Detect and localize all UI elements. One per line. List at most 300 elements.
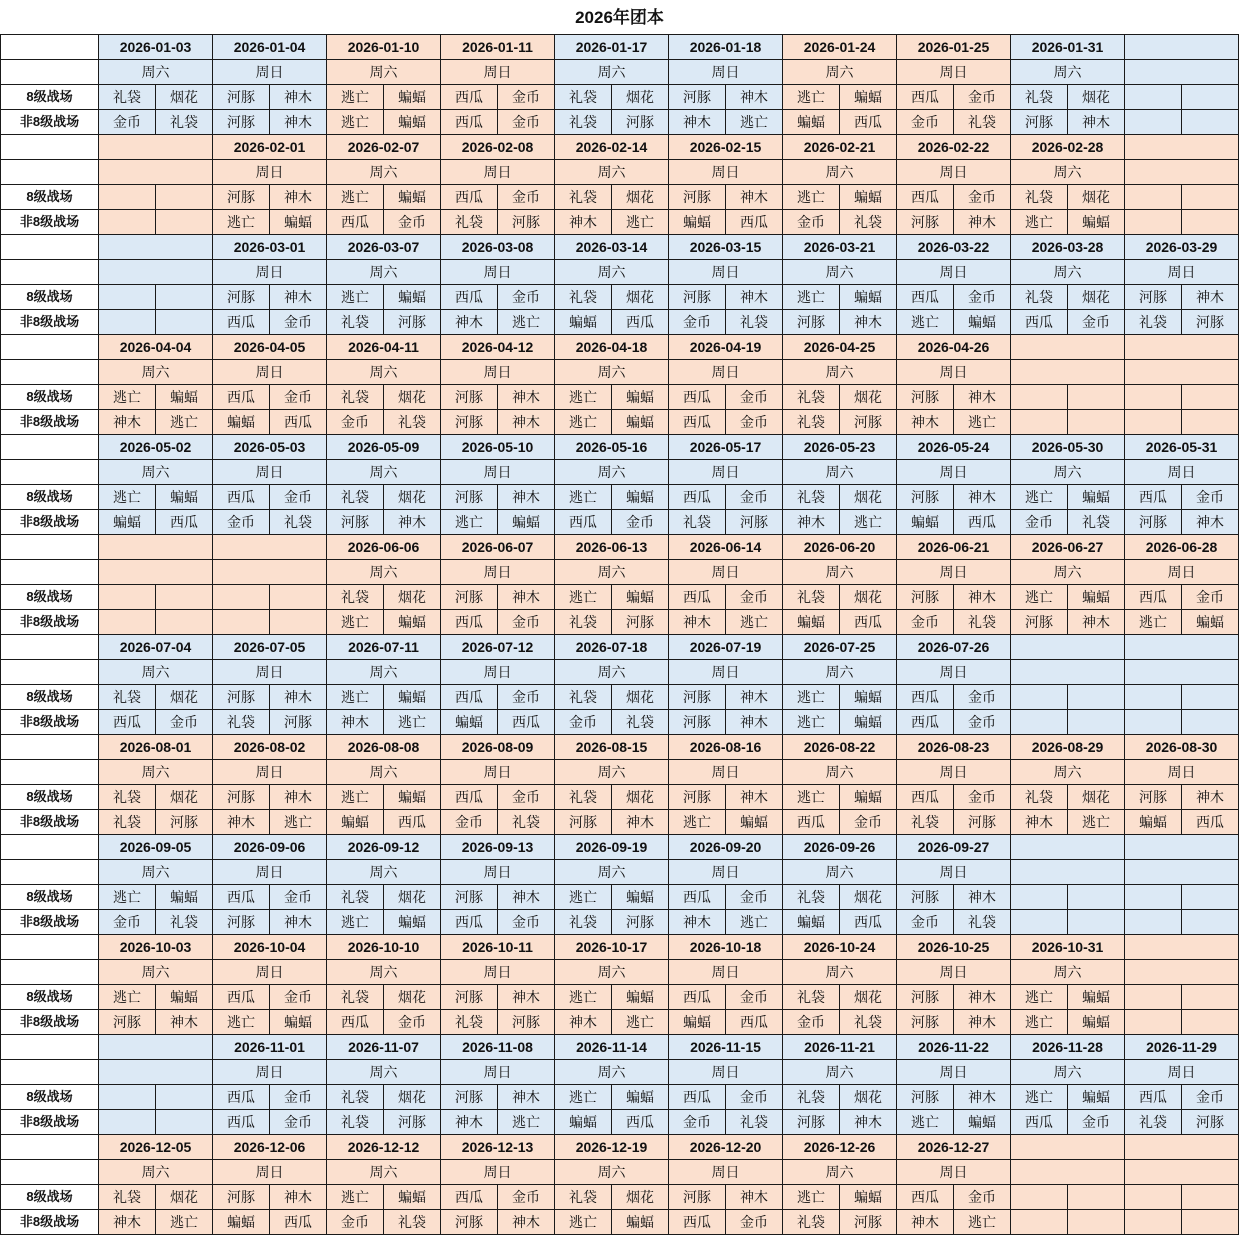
weekday-cell: 周日 — [897, 360, 1011, 385]
activity-cell: 神木 — [498, 1210, 555, 1235]
activity-cell: 蝙蝠 — [954, 310, 1011, 335]
activity-cell: 礼袋 — [954, 610, 1011, 635]
battle8-row — [1, 585, 1239, 610]
weekday-cell: 周日 — [1125, 760, 1239, 785]
activity-cell: 蝙蝠 — [156, 485, 213, 510]
activity-cell: 金币 — [783, 210, 840, 235]
weekday-cell: 周六 — [1011, 260, 1125, 285]
empty-cell — [99, 1085, 156, 1110]
weekday-cell: 周六 — [783, 560, 897, 585]
weekday-cell: 周日 — [897, 60, 1011, 85]
date-cell: 2026-05-30 — [1011, 435, 1125, 460]
date-cell: 2026-09-19 — [555, 835, 669, 860]
activity-cell: 神木 — [1011, 810, 1068, 835]
empty-cell — [1125, 110, 1182, 135]
activity-cell: 金币 — [726, 885, 783, 910]
weekday-row — [1, 60, 1239, 85]
row-label-nonbattle8: 非8级战场 — [1, 610, 99, 635]
row-label-battle8: 8级战场 — [1, 1085, 99, 1110]
activity-cell: 蝙蝠 — [897, 510, 954, 535]
empty-cell — [99, 560, 213, 585]
activity-cell: 神木 — [897, 410, 954, 435]
activity-cell: 礼袋 — [327, 385, 384, 410]
activity-cell: 西瓜 — [669, 485, 726, 510]
activity-cell: 蝙蝠 — [270, 210, 327, 235]
weekday-cell: 周六 — [555, 460, 669, 485]
activity-cell: 西瓜 — [669, 385, 726, 410]
activity-cell: 河豚 — [669, 785, 726, 810]
activity-cell: 西瓜 — [441, 85, 498, 110]
activity-cell: 神木 — [954, 585, 1011, 610]
activity-cell: 金币 — [897, 910, 954, 935]
row-label-battle8: 8级战场 — [1, 785, 99, 810]
activity-cell: 逃亡 — [555, 885, 612, 910]
activity-cell: 蝙蝠 — [555, 310, 612, 335]
activity-cell: 礼袋 — [612, 710, 669, 735]
empty-cell — [1182, 85, 1239, 110]
date-cell: 2026-01-25 — [897, 35, 1011, 60]
weekday-cell: 周日 — [669, 460, 783, 485]
activity-cell: 蝙蝠 — [612, 1085, 669, 1110]
activity-cell: 西瓜 — [897, 185, 954, 210]
weekday-row — [1, 260, 1239, 285]
weekday-cell: 周日 — [213, 1060, 327, 1085]
activity-cell: 逃亡 — [156, 410, 213, 435]
activity-cell: 烟花 — [156, 1185, 213, 1210]
weekday-row — [1, 1160, 1239, 1185]
activity-cell: 烟花 — [1068, 85, 1125, 110]
activity-cell: 礼袋 — [840, 210, 897, 235]
empty-cell — [156, 310, 213, 335]
date-cell: 2026-10-04 — [213, 935, 327, 960]
battle8-row — [1, 885, 1239, 910]
date-cell: 2026-01-11 — [441, 35, 555, 60]
date-cell: 2026-09-12 — [327, 835, 441, 860]
date-cell: 2026-10-11 — [441, 935, 555, 960]
activity-cell: 河豚 — [954, 810, 1011, 835]
weekday-cell: 周六 — [99, 1160, 213, 1185]
weekday-cell: 周六 — [555, 360, 669, 385]
activity-cell: 金币 — [726, 985, 783, 1010]
row-label-battle8: 8级战场 — [1, 585, 99, 610]
activity-cell: 蝙蝠 — [156, 385, 213, 410]
empty-cell — [156, 1110, 213, 1135]
activity-cell: 河豚 — [669, 685, 726, 710]
activity-cell: 西瓜 — [498, 710, 555, 735]
weekday-cell: 周六 — [555, 560, 669, 585]
activity-cell: 河豚 — [213, 1185, 270, 1210]
empty-cell — [1011, 885, 1068, 910]
activity-cell: 烟花 — [1068, 185, 1125, 210]
date-cell: 2026-06-13 — [555, 535, 669, 560]
activity-cell: 西瓜 — [213, 985, 270, 1010]
activity-cell: 礼袋 — [327, 1085, 384, 1110]
row-label-blank — [1, 60, 99, 85]
activity-cell: 西瓜 — [897, 285, 954, 310]
activity-cell: 礼袋 — [1011, 285, 1068, 310]
activity-cell: 逃亡 — [555, 985, 612, 1010]
weekday-cell: 周日 — [897, 560, 1011, 585]
activity-cell: 神木 — [270, 785, 327, 810]
activity-cell: 逃亡 — [327, 910, 384, 935]
activity-cell: 西瓜 — [840, 110, 897, 135]
activity-cell: 逃亡 — [783, 185, 840, 210]
weekday-cell: 周六 — [783, 860, 897, 885]
activity-cell: 河豚 — [213, 185, 270, 210]
date-cell: 2026-03-14 — [555, 235, 669, 260]
activity-cell: 蝙蝠 — [384, 910, 441, 935]
empty-cell — [1125, 1160, 1239, 1185]
nonbattle8-row — [1, 1210, 1239, 1235]
date-cell: 2026-10-03 — [99, 935, 213, 960]
activity-cell: 神木 — [954, 485, 1011, 510]
row-label-battle8: 8级战场 — [1, 985, 99, 1010]
activity-cell: 西瓜 — [384, 810, 441, 835]
activity-cell: 烟花 — [612, 1185, 669, 1210]
activity-cell: 神木 — [498, 410, 555, 435]
activity-cell: 西瓜 — [441, 285, 498, 310]
activity-cell: 西瓜 — [156, 510, 213, 535]
activity-cell: 烟花 — [384, 585, 441, 610]
empty-cell — [99, 585, 156, 610]
activity-cell: 蝙蝠 — [555, 1110, 612, 1135]
empty-cell — [1182, 110, 1239, 135]
activity-cell: 西瓜 — [1011, 1110, 1068, 1135]
activity-cell: 礼袋 — [213, 710, 270, 735]
activity-cell: 金币 — [840, 810, 897, 835]
weekday-cell: 周日 — [213, 360, 327, 385]
row-label-blank — [1, 1035, 99, 1060]
empty-cell — [1011, 685, 1068, 710]
activity-cell: 礼袋 — [669, 510, 726, 535]
activity-cell: 烟花 — [840, 585, 897, 610]
activity-cell: 礼袋 — [1125, 1110, 1182, 1135]
activity-cell: 礼袋 — [897, 810, 954, 835]
activity-cell: 逃亡 — [783, 285, 840, 310]
activity-cell: 逃亡 — [441, 510, 498, 535]
empty-cell — [270, 585, 327, 610]
activity-cell: 金币 — [954, 185, 1011, 210]
activity-cell: 礼袋 — [1011, 85, 1068, 110]
row-label-battle8: 8级战场 — [1, 385, 99, 410]
activity-cell: 西瓜 — [270, 1210, 327, 1235]
weekday-cell: 周日 — [213, 260, 327, 285]
activity-cell: 河豚 — [669, 710, 726, 735]
row-label-battle8: 8级战场 — [1, 1185, 99, 1210]
activity-cell: 逃亡 — [498, 310, 555, 335]
weekday-cell: 周六 — [327, 860, 441, 885]
date-cell: 2026-08-29 — [1011, 735, 1125, 760]
activity-cell: 西瓜 — [441, 185, 498, 210]
activity-cell: 神木 — [954, 210, 1011, 235]
activity-cell: 神木 — [1182, 785, 1239, 810]
date-cell: 2026-04-11 — [327, 335, 441, 360]
activity-cell: 蝙蝠 — [840, 685, 897, 710]
date-cell: 2026-11-15 — [669, 1035, 783, 1060]
activity-cell: 蝙蝠 — [612, 485, 669, 510]
date-cell: 2026-05-09 — [327, 435, 441, 460]
date-cell: 2026-01-31 — [1011, 35, 1125, 60]
activity-cell: 河豚 — [726, 510, 783, 535]
activity-cell: 神木 — [498, 985, 555, 1010]
weekday-cell: 周日 — [669, 260, 783, 285]
weekday-row — [1, 560, 1239, 585]
date-cell: 2026-08-23 — [897, 735, 1011, 760]
empty-cell — [1125, 135, 1239, 160]
date-cell: 2026-09-26 — [783, 835, 897, 860]
date-cell: 2026-10-31 — [1011, 935, 1125, 960]
empty-cell — [1125, 985, 1182, 1010]
activity-cell: 神木 — [498, 885, 555, 910]
activity-cell: 河豚 — [327, 510, 384, 535]
activity-cell: 蝙蝠 — [213, 1210, 270, 1235]
date-cell: 2026-03-01 — [213, 235, 327, 260]
battle8-row — [1, 185, 1239, 210]
row-label-blank — [1, 35, 99, 60]
activity-cell: 金币 — [954, 285, 1011, 310]
activity-cell: 蝙蝠 — [612, 885, 669, 910]
date-cell: 2026-12-13 — [441, 1135, 555, 1160]
empty-cell — [99, 310, 156, 335]
date-cell: 2026-03-22 — [897, 235, 1011, 260]
activity-cell: 蝙蝠 — [156, 885, 213, 910]
activity-cell: 神木 — [1068, 610, 1125, 635]
activity-cell: 西瓜 — [726, 210, 783, 235]
activity-cell: 神木 — [498, 385, 555, 410]
activity-cell: 礼袋 — [384, 410, 441, 435]
activity-cell: 西瓜 — [669, 410, 726, 435]
activity-cell: 金币 — [156, 710, 213, 735]
empty-cell — [1125, 910, 1182, 935]
date-cell: 2026-05-31 — [1125, 435, 1239, 460]
empty-cell — [1011, 635, 1125, 660]
activity-cell: 金币 — [1068, 310, 1125, 335]
activity-cell: 蝙蝠 — [840, 710, 897, 735]
date-cell: 2026-11-08 — [441, 1035, 555, 1060]
activity-cell: 礼袋 — [555, 285, 612, 310]
empty-cell — [99, 135, 213, 160]
battle8-row — [1, 1185, 1239, 1210]
empty-cell — [1125, 635, 1239, 660]
activity-cell: 神木 — [1182, 510, 1239, 535]
activity-cell: 神木 — [270, 910, 327, 935]
empty-cell — [1011, 410, 1068, 435]
activity-cell: 神木 — [498, 485, 555, 510]
activity-cell: 河豚 — [1182, 1110, 1239, 1135]
activity-cell: 逃亡 — [954, 410, 1011, 435]
weekday-cell: 周六 — [327, 360, 441, 385]
activity-cell: 河豚 — [441, 1085, 498, 1110]
activity-cell: 礼袋 — [327, 485, 384, 510]
row-label-battle8: 8级战场 — [1, 285, 99, 310]
date-cell: 2026-08-22 — [783, 735, 897, 760]
weekday-cell: 周日 — [669, 60, 783, 85]
activity-cell: 烟花 — [840, 985, 897, 1010]
date-row — [1, 335, 1239, 360]
empty-cell — [99, 235, 213, 260]
activity-cell: 金币 — [327, 410, 384, 435]
empty-cell — [213, 585, 270, 610]
date-cell: 2026-07-19 — [669, 635, 783, 660]
activity-cell: 金币 — [783, 1010, 840, 1035]
weekday-cell: 周六 — [327, 960, 441, 985]
row-label-nonbattle8: 非8级战场 — [1, 1110, 99, 1135]
activity-cell: 逃亡 — [1011, 585, 1068, 610]
empty-cell — [99, 535, 213, 560]
weekday-cell: 周六 — [99, 960, 213, 985]
activity-cell: 西瓜 — [954, 510, 1011, 535]
nonbattle8-row — [1, 1110, 1239, 1135]
row-label-battle8: 8级战场 — [1, 185, 99, 210]
activity-cell: 神木 — [213, 810, 270, 835]
date-cell: 2026-12-05 — [99, 1135, 213, 1160]
activity-cell: 西瓜 — [897, 1185, 954, 1210]
weekday-cell: 周日 — [669, 1160, 783, 1185]
activity-cell: 蝙蝠 — [669, 210, 726, 235]
row-label-battle8: 8级战场 — [1, 85, 99, 110]
activity-cell: 河豚 — [1011, 610, 1068, 635]
activity-cell: 神木 — [612, 810, 669, 835]
activity-cell: 逃亡 — [213, 210, 270, 235]
activity-cell: 西瓜 — [213, 485, 270, 510]
activity-cell: 神木 — [726, 1185, 783, 1210]
activity-cell: 礼袋 — [783, 1210, 840, 1235]
activity-cell: 礼袋 — [1068, 510, 1125, 535]
empty-cell — [99, 260, 213, 285]
activity-cell: 蝙蝠 — [384, 285, 441, 310]
empty-cell — [156, 210, 213, 235]
activity-cell: 逃亡 — [1125, 610, 1182, 635]
activity-cell: 逃亡 — [99, 985, 156, 1010]
activity-cell: 礼袋 — [840, 1010, 897, 1035]
activity-cell: 蝙蝠 — [1068, 985, 1125, 1010]
activity-cell: 蝙蝠 — [954, 1110, 1011, 1135]
weekday-row — [1, 760, 1239, 785]
activity-cell: 礼袋 — [555, 110, 612, 135]
date-cell: 2026-08-01 — [99, 735, 213, 760]
empty-cell — [1068, 410, 1125, 435]
battle8-row — [1, 785, 1239, 810]
weekday-cell: 周日 — [441, 260, 555, 285]
activity-cell: 西瓜 — [897, 685, 954, 710]
empty-cell — [1182, 685, 1239, 710]
activity-cell: 蝙蝠 — [1182, 610, 1239, 635]
date-cell: 2026-04-26 — [897, 335, 1011, 360]
activity-cell: 逃亡 — [213, 1010, 270, 1035]
activity-cell: 金币 — [213, 510, 270, 535]
activity-cell: 礼袋 — [555, 685, 612, 710]
activity-cell: 金币 — [498, 685, 555, 710]
row-label-nonbattle8: 非8级战场 — [1, 510, 99, 535]
date-cell: 2026-03-08 — [441, 235, 555, 260]
activity-cell: 西瓜 — [441, 110, 498, 135]
activity-cell: 烟花 — [384, 385, 441, 410]
weekday-cell: 周日 — [441, 560, 555, 585]
activity-cell: 河豚 — [555, 810, 612, 835]
activity-cell: 金币 — [498, 185, 555, 210]
activity-cell: 河豚 — [897, 485, 954, 510]
row-label-blank — [1, 460, 99, 485]
activity-cell: 烟花 — [612, 785, 669, 810]
weekday-cell: 周日 — [669, 960, 783, 985]
date-cell: 2026-07-04 — [99, 635, 213, 660]
battle8-row — [1, 85, 1239, 110]
weekday-cell: 周六 — [555, 660, 669, 685]
date-cell: 2026-06-20 — [783, 535, 897, 560]
weekday-cell: 周日 — [669, 560, 783, 585]
row-label-battle8: 8级战场 — [1, 885, 99, 910]
battle8-row — [1, 485, 1239, 510]
date-cell: 2026-12-20 — [669, 1135, 783, 1160]
weekday-cell: 周日 — [1125, 560, 1239, 585]
activity-cell: 西瓜 — [1011, 310, 1068, 335]
date-cell: 2026-12-27 — [897, 1135, 1011, 1160]
weekday-cell: 周六 — [1011, 960, 1125, 985]
activity-cell: 礼袋 — [783, 385, 840, 410]
row-label-nonbattle8: 非8级战场 — [1, 410, 99, 435]
activity-cell: 河豚 — [441, 1210, 498, 1235]
activity-cell: 逃亡 — [1011, 485, 1068, 510]
activity-cell: 神木 — [1182, 285, 1239, 310]
weekday-cell: 周日 — [669, 760, 783, 785]
activity-cell: 金币 — [954, 785, 1011, 810]
date-row — [1, 935, 1239, 960]
date-row — [1, 35, 1239, 60]
activity-cell: 逃亡 — [726, 110, 783, 135]
activity-cell: 河豚 — [1125, 785, 1182, 810]
row-label-blank — [1, 660, 99, 685]
activity-cell: 蝙蝠 — [840, 285, 897, 310]
empty-cell — [156, 610, 213, 635]
activity-cell: 神木 — [270, 685, 327, 710]
activity-cell: 逃亡 — [954, 1210, 1011, 1235]
date-cell: 2026-04-05 — [213, 335, 327, 360]
activity-cell: 逃亡 — [783, 685, 840, 710]
activity-cell: 礼袋 — [327, 310, 384, 335]
activity-cell: 河豚 — [897, 1010, 954, 1035]
weekday-row — [1, 960, 1239, 985]
activity-cell: 西瓜 — [612, 1110, 669, 1135]
activity-cell: 河豚 — [840, 410, 897, 435]
empty-cell — [99, 610, 156, 635]
battle8-row — [1, 985, 1239, 1010]
date-cell: 2026-07-05 — [213, 635, 327, 660]
activity-cell: 逃亡 — [1068, 810, 1125, 835]
activity-cell: 河豚 — [897, 210, 954, 235]
weekday-cell: 周日 — [441, 660, 555, 685]
activity-cell: 西瓜 — [669, 1085, 726, 1110]
activity-cell: 西瓜 — [612, 310, 669, 335]
date-cell: 2026-03-15 — [669, 235, 783, 260]
date-cell: 2026-01-18 — [669, 35, 783, 60]
activity-cell: 逃亡 — [726, 610, 783, 635]
activity-cell: 烟花 — [612, 285, 669, 310]
activity-cell: 蝙蝠 — [612, 385, 669, 410]
date-cell: 2026-07-12 — [441, 635, 555, 660]
activity-cell: 金币 — [441, 810, 498, 835]
weekday-cell: 周日 — [213, 160, 327, 185]
activity-cell: 礼袋 — [555, 85, 612, 110]
activity-cell: 金币 — [498, 610, 555, 635]
empty-cell — [1068, 885, 1125, 910]
activity-cell: 礼袋 — [327, 585, 384, 610]
activity-cell: 礼袋 — [99, 785, 156, 810]
row-label-battle8: 8级战场 — [1, 485, 99, 510]
date-cell: 2026-11-14 — [555, 1035, 669, 1060]
activity-cell: 金币 — [1182, 1085, 1239, 1110]
activity-cell: 神木 — [954, 885, 1011, 910]
empty-cell — [1125, 1185, 1182, 1210]
